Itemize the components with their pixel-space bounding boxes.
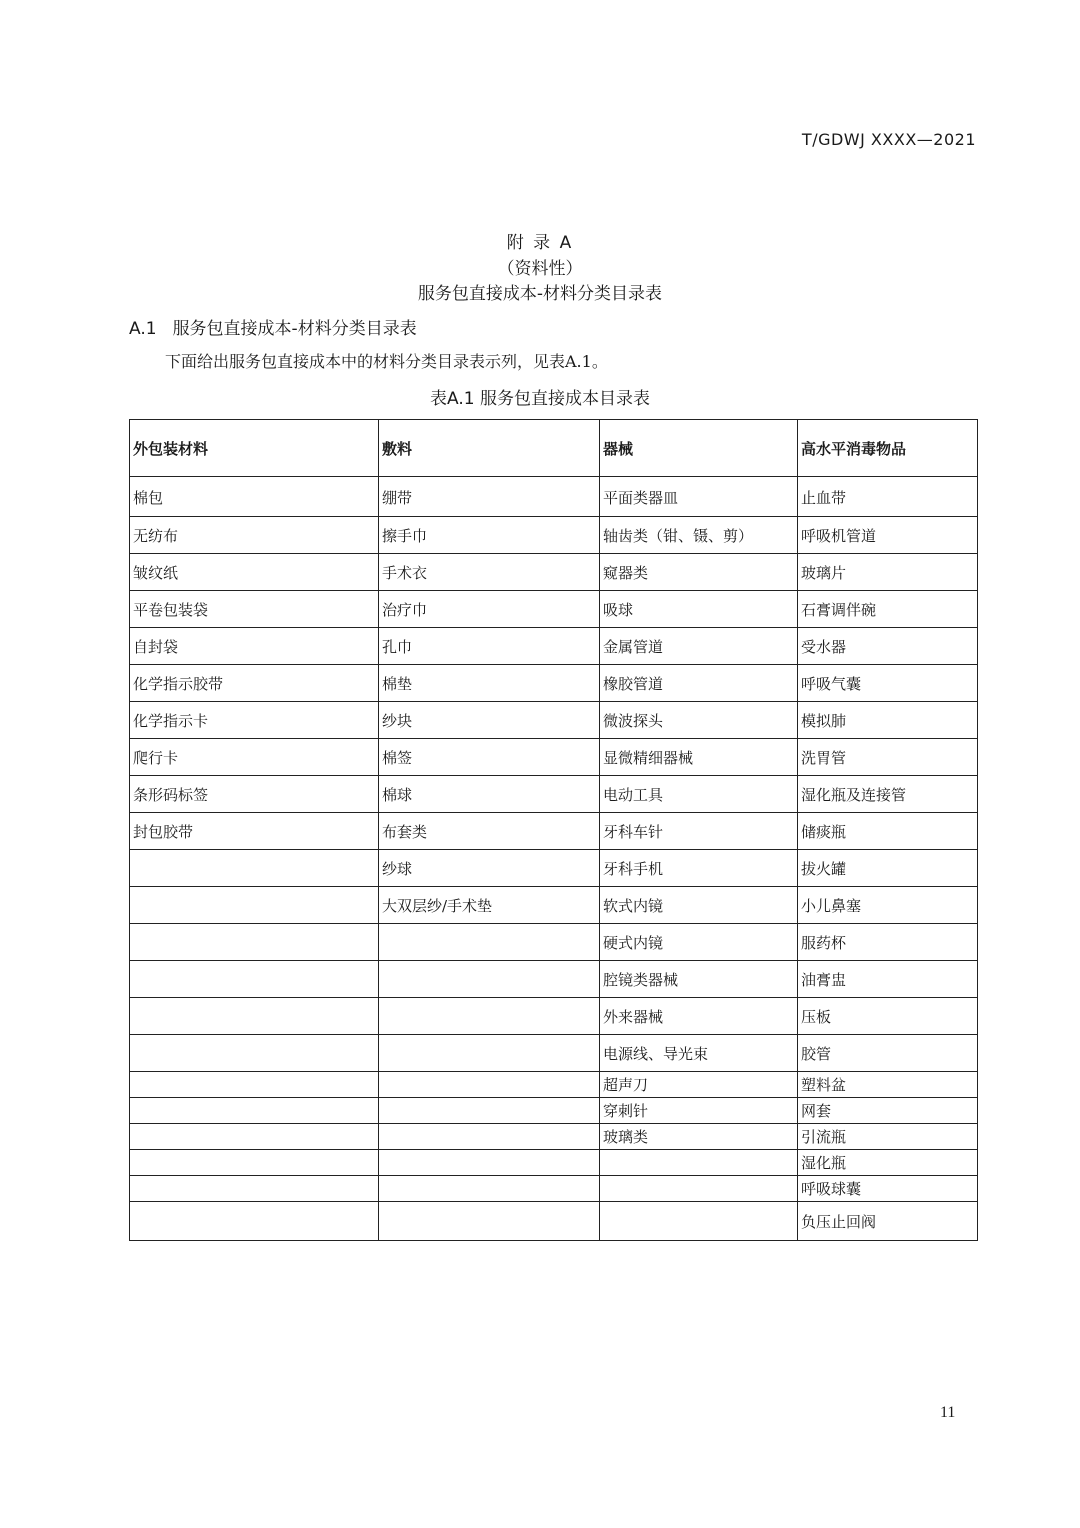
table-cell [379, 1124, 600, 1150]
table-cell: 棉球 [379, 776, 600, 813]
table-cell: 化学指示卡 [130, 702, 379, 739]
table-cell: 平卷包装袋 [130, 591, 379, 628]
table-cell [600, 1202, 798, 1241]
table-cell: 皱纹纸 [130, 554, 379, 591]
table-row [130, 739, 978, 776]
table-cell: 腔镜类器械 [600, 961, 798, 998]
annex-subtitle: （资料性） [497, 259, 583, 279]
table-cell [130, 924, 379, 961]
table-cell [379, 1176, 600, 1202]
table-row [130, 1072, 978, 1098]
table-cell: 受水器 [798, 628, 978, 665]
table-cell: 压板 [798, 998, 978, 1035]
table-cell [130, 1072, 379, 1098]
table-cell: 油膏盅 [798, 961, 978, 998]
header-cell-dressings: 敷料 [379, 420, 600, 477]
table-cell [600, 1176, 798, 1202]
table-cell [379, 1098, 600, 1124]
table-cell: 负压止回阀 [798, 1202, 978, 1241]
table-row [130, 998, 978, 1035]
table-cell: 模拟肺 [798, 702, 978, 739]
table-cell: 纱块 [379, 702, 600, 739]
table-row [130, 628, 978, 665]
table-row [130, 1124, 978, 1150]
table-cell: 化学指示胶带 [130, 665, 379, 702]
page-number: 11 [940, 1404, 956, 1421]
table-cell: 自封袋 [130, 628, 379, 665]
table-cell: 橡胶管道 [600, 665, 798, 702]
table-cell: 棉垫 [379, 665, 600, 702]
table-row [130, 1176, 978, 1202]
catalog-table [129, 419, 978, 1241]
table-cell: 湿化瓶及连接管 [798, 776, 978, 813]
table-cell [130, 1098, 379, 1124]
table-row [130, 1202, 978, 1241]
table-cell: 引流瓶 [798, 1124, 978, 1150]
table-row [130, 1098, 978, 1124]
table-cell: 轴齿类（钳、镊、剪） [600, 517, 798, 554]
table-cell: 爬行卡 [130, 739, 379, 776]
table-cell: 玻璃片 [798, 554, 978, 591]
table-cell: 大双层纱/手术垫 [379, 887, 600, 924]
table-cell: 超声刀 [600, 1072, 798, 1098]
table-cell: 洗胃管 [798, 739, 978, 776]
table-cell [130, 961, 379, 998]
table-row [130, 1035, 978, 1072]
header-cell-instruments: 器械 [600, 420, 798, 477]
table-cell: 储痰瓶 [798, 813, 978, 850]
table-cell [130, 887, 379, 924]
table-row [130, 665, 978, 702]
table-cell: 塑料盆 [798, 1072, 978, 1098]
table-row [130, 591, 978, 628]
table-cell: 湿化瓶 [798, 1150, 978, 1176]
table-cell: 封包胶带 [130, 813, 379, 850]
table-cell [379, 1035, 600, 1072]
table-cell [130, 1035, 379, 1072]
table-row [130, 702, 978, 739]
table-row [130, 887, 978, 924]
header-cell-packaging: 外包装材料 [130, 420, 379, 477]
table-cell: 胶管 [798, 1035, 978, 1072]
table-row [130, 477, 978, 517]
table-cell: 止血带 [798, 477, 978, 517]
table-cell: 呼吸气囊 [798, 665, 978, 702]
table-cell: 条形码标签 [130, 776, 379, 813]
table-row [130, 1150, 978, 1176]
table-cell [130, 998, 379, 1035]
table-cell [130, 1124, 379, 1150]
table-cell: 穿刺针 [600, 1098, 798, 1124]
section-title: 服务包直接成本-材料分类目录表 [172, 319, 417, 339]
section-heading [129, 314, 417, 339]
table-cell [379, 1202, 600, 1241]
section-number: A.1 [129, 319, 157, 339]
table-cell [379, 998, 600, 1035]
table-cell [379, 1072, 600, 1098]
table-cell: 孔巾 [379, 628, 600, 665]
table-cell: 小儿鼻塞 [798, 887, 978, 924]
table-cell [379, 961, 600, 998]
table-cell: 吸球 [600, 591, 798, 628]
table-cell: 玻璃类 [600, 1124, 798, 1150]
table-cell [130, 1176, 379, 1202]
header-cell-disinfection-items: 高水平消毒物品 [798, 420, 978, 477]
table-cell: 窥器类 [600, 554, 798, 591]
table-cell: 无纺布 [130, 517, 379, 554]
table-cell: 棉包 [130, 477, 379, 517]
table-cell: 显微精细器械 [600, 739, 798, 776]
table-row [130, 813, 978, 850]
table-cell: 石膏调伴碗 [798, 591, 978, 628]
table-cell: 牙科车针 [600, 813, 798, 850]
table-cell [130, 850, 379, 887]
intro-paragraph: 下面给出服务包直接成本中的材料分类目录表示列，见表A.1。 [165, 352, 608, 371]
table-cell: 金属管道 [600, 628, 798, 665]
table-cell: 软式内镜 [600, 887, 798, 924]
table-cell: 网套 [798, 1098, 978, 1124]
table-cell: 呼吸球囊 [798, 1176, 978, 1202]
table-cell [130, 1202, 379, 1241]
table-cell: 手术衣 [379, 554, 600, 591]
table-row [130, 850, 978, 887]
table-cell: 擦手巾 [379, 517, 600, 554]
table-row [130, 517, 978, 554]
table-cell: 微波探头 [600, 702, 798, 739]
table-cell: 服药杯 [798, 924, 978, 961]
table-cell: 拔火罐 [798, 850, 978, 887]
annex-heading: 服务包直接成本-材料分类目录表 [417, 284, 663, 304]
table-cell: 平面类器皿 [600, 477, 798, 517]
table-caption: 表A.1 服务包直接成本目录表 [430, 389, 650, 409]
table-cell: 呼吸机管道 [798, 517, 978, 554]
table-header-row [130, 420, 978, 477]
table-cell: 硬式内镜 [600, 924, 798, 961]
table-cell: 布套类 [379, 813, 600, 850]
table-row [130, 776, 978, 813]
annex-title: 附 录 A [506, 233, 574, 253]
table-cell: 治疗巾 [379, 591, 600, 628]
table-row [130, 924, 978, 961]
table-cell: 外来器械 [600, 998, 798, 1035]
table-row [130, 961, 978, 998]
table-cell [379, 1150, 600, 1176]
table-cell: 电动工具 [600, 776, 798, 813]
table-cell: 牙科手机 [600, 850, 798, 887]
table-cell: 电源线、导光束 [600, 1035, 798, 1072]
table-row [130, 554, 978, 591]
table-cell [600, 1150, 798, 1176]
table-cell: 绷带 [379, 477, 600, 517]
document-code: T/GDWJ XXXX—2021 [801, 130, 976, 149]
table-cell [130, 1150, 379, 1176]
table-cell: 纱球 [379, 850, 600, 887]
table-cell: 棉签 [379, 739, 600, 776]
table-cell [379, 924, 600, 961]
